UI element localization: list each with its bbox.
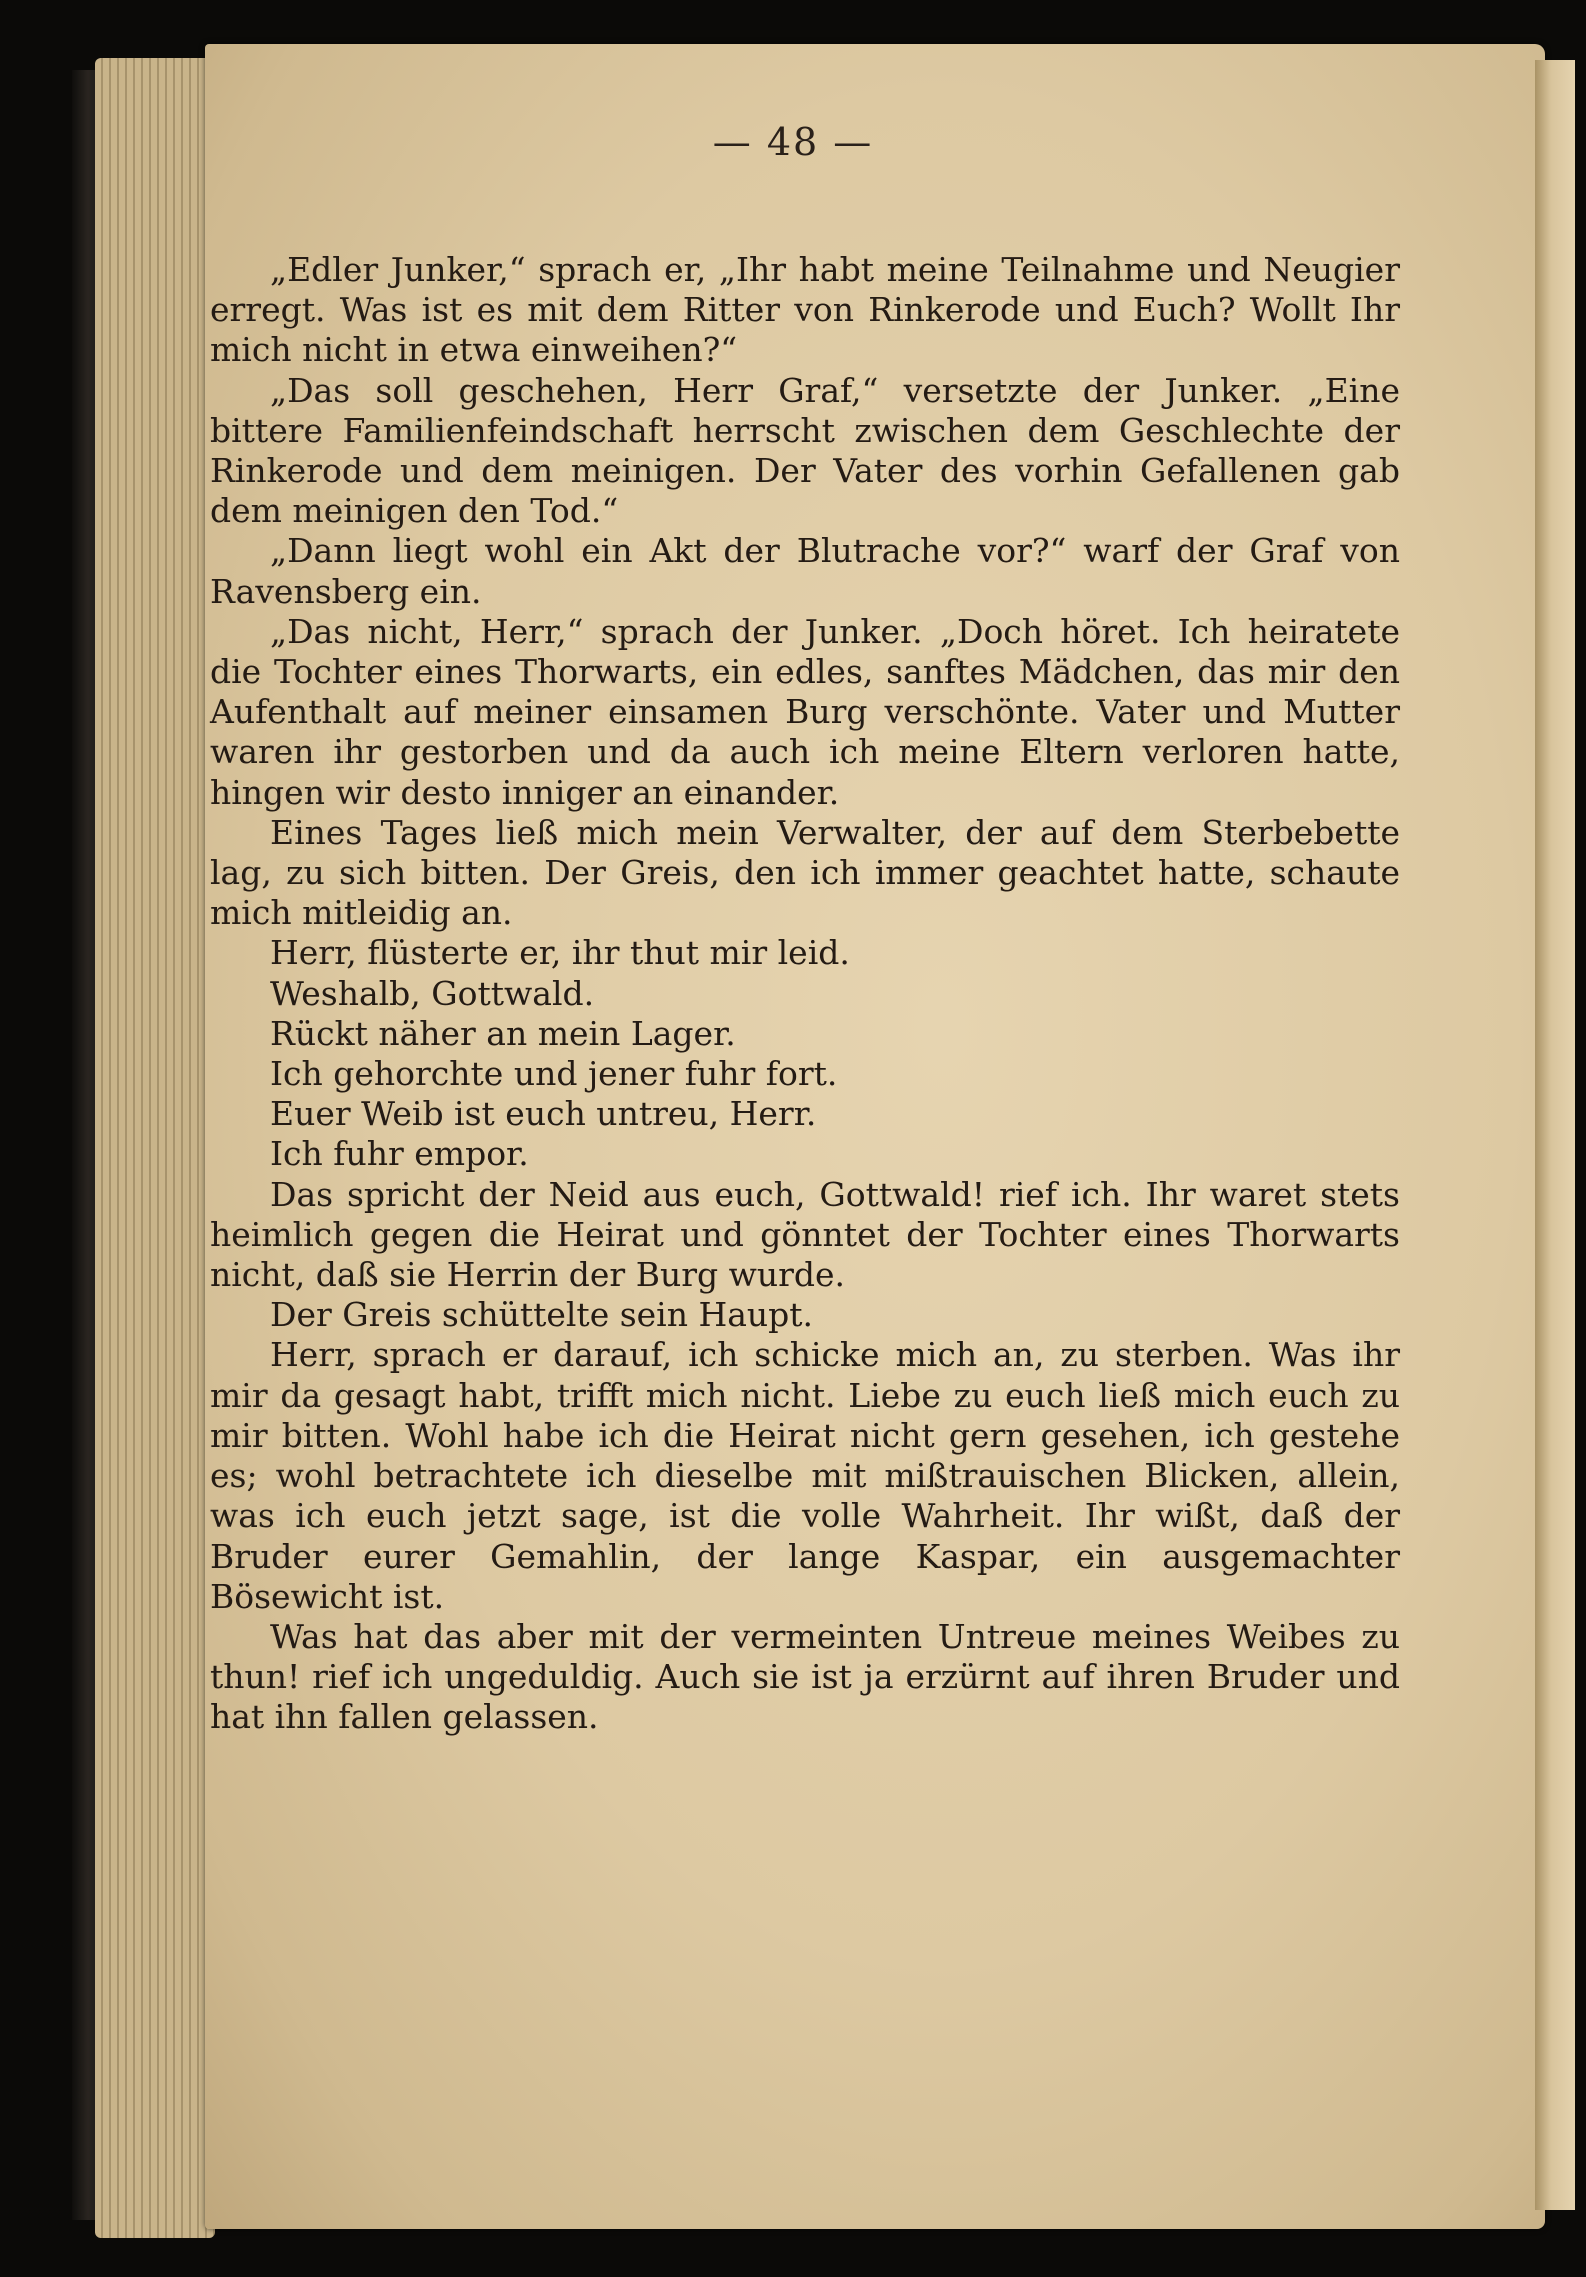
paragraph: Rückt näher an mein Lager. [270, 1013, 736, 1053]
paragraph: Eines Tages ließ mich mein Verwalter, der auf dem Sterbebette lag, zu sich bitten. Der Greis, den ich immer geachtet hatte, schaute mich mitleidig an. [210, 812, 1400, 933]
page-edges [95, 58, 215, 2238]
paragraph: Herr, sprach er darauf, ich schicke mich an, zu sterben. Was ihr mir da gesagt habt, trifft mich nicht. Liebe zu euch ließ mich euch zu mir bitten. Wohl habe ich die Heirat nicht gern gesehen, ich gestehe es; wohl betrachtete ich dieselbe mit mißtrauischen Blicken, allein, was ich euch jetzt sage, ist die volle Wahrheit. Ihr wißt, daß der Bruder eurer Gemahlin, der lange Kaspar, ein ausgemachter Bösewicht ist. [210, 1335, 1400, 1616]
paragraph: „Edler Junker,“ sprach er, „Ihr habt meine Teilnahme und Neugier erregt. Was ist es mit dem Ritter von Rinkerode und Euch? Wollt Ihr mich nicht in etwa einweihen?“ [210, 250, 1400, 370]
paragraph: Das spricht der Neid aus euch, Gottwald! rief ich. Ihr waret stets heimlich gegen die Heirat und gönntet der Tochter eines Thorwarts nicht, daß sie Herrin der Burg wurde. [210, 1174, 1400, 1295]
paragraph: Der Greis schüttelte sein Haupt. [270, 1295, 814, 1335]
paragraph: Euer Weib ist euch untreu, Herr. [270, 1094, 817, 1134]
paragraph: Herr, flüsterte er, ihr thut mir leid. [270, 933, 850, 973]
paragraph: Ich fuhr empor. [270, 1134, 529, 1174]
paragraph: Was hat das aber mit der vermeinten Untreue meines Weibes zu thun! rief ich ungeduldig. Auch sie ist ja erzürnt auf ihren Bruder und hat ihn fallen gelassen. [210, 1616, 1400, 1737]
paragraph: „Das soll geschehen, Herr Graf,“ versetzte der Junker. „Eine bittere Familienfeindschaft herrscht zwischen dem Geschlechte der Rinkerode und dem meinigen. Der Vater des vorhin Gefallenen gab dem meinigen den Tod.“ [210, 370, 1400, 531]
body-text [210, 250, 1400, 1738]
paragraph: „Dann liegt wohl ein Akt der Blutrache vor?“ warf der Graf von Ravensberg ein. [210, 531, 1400, 611]
paragraph: Weshalb, Gottwald. [270, 973, 595, 1013]
page-number: — 48 — [712, 120, 874, 164]
paragraph: Ich gehorchte und jener fuhr fort. [270, 1054, 838, 1094]
paragraph: „Das nicht, Herr,“ sprach der Junker. „Doch höret. Ich heiratete die Tochter eines Thorwarts, ein edles, sanftes Mädchen, das mir den Aufenthalt auf meiner einsamen Burg verschönte. Vater und Mutter waren ihr gestorben und da auch ich meine Eltern verloren hatte, hingen wir desto inniger an einander. [210, 611, 1400, 812]
page-gutter [1535, 60, 1575, 2210]
